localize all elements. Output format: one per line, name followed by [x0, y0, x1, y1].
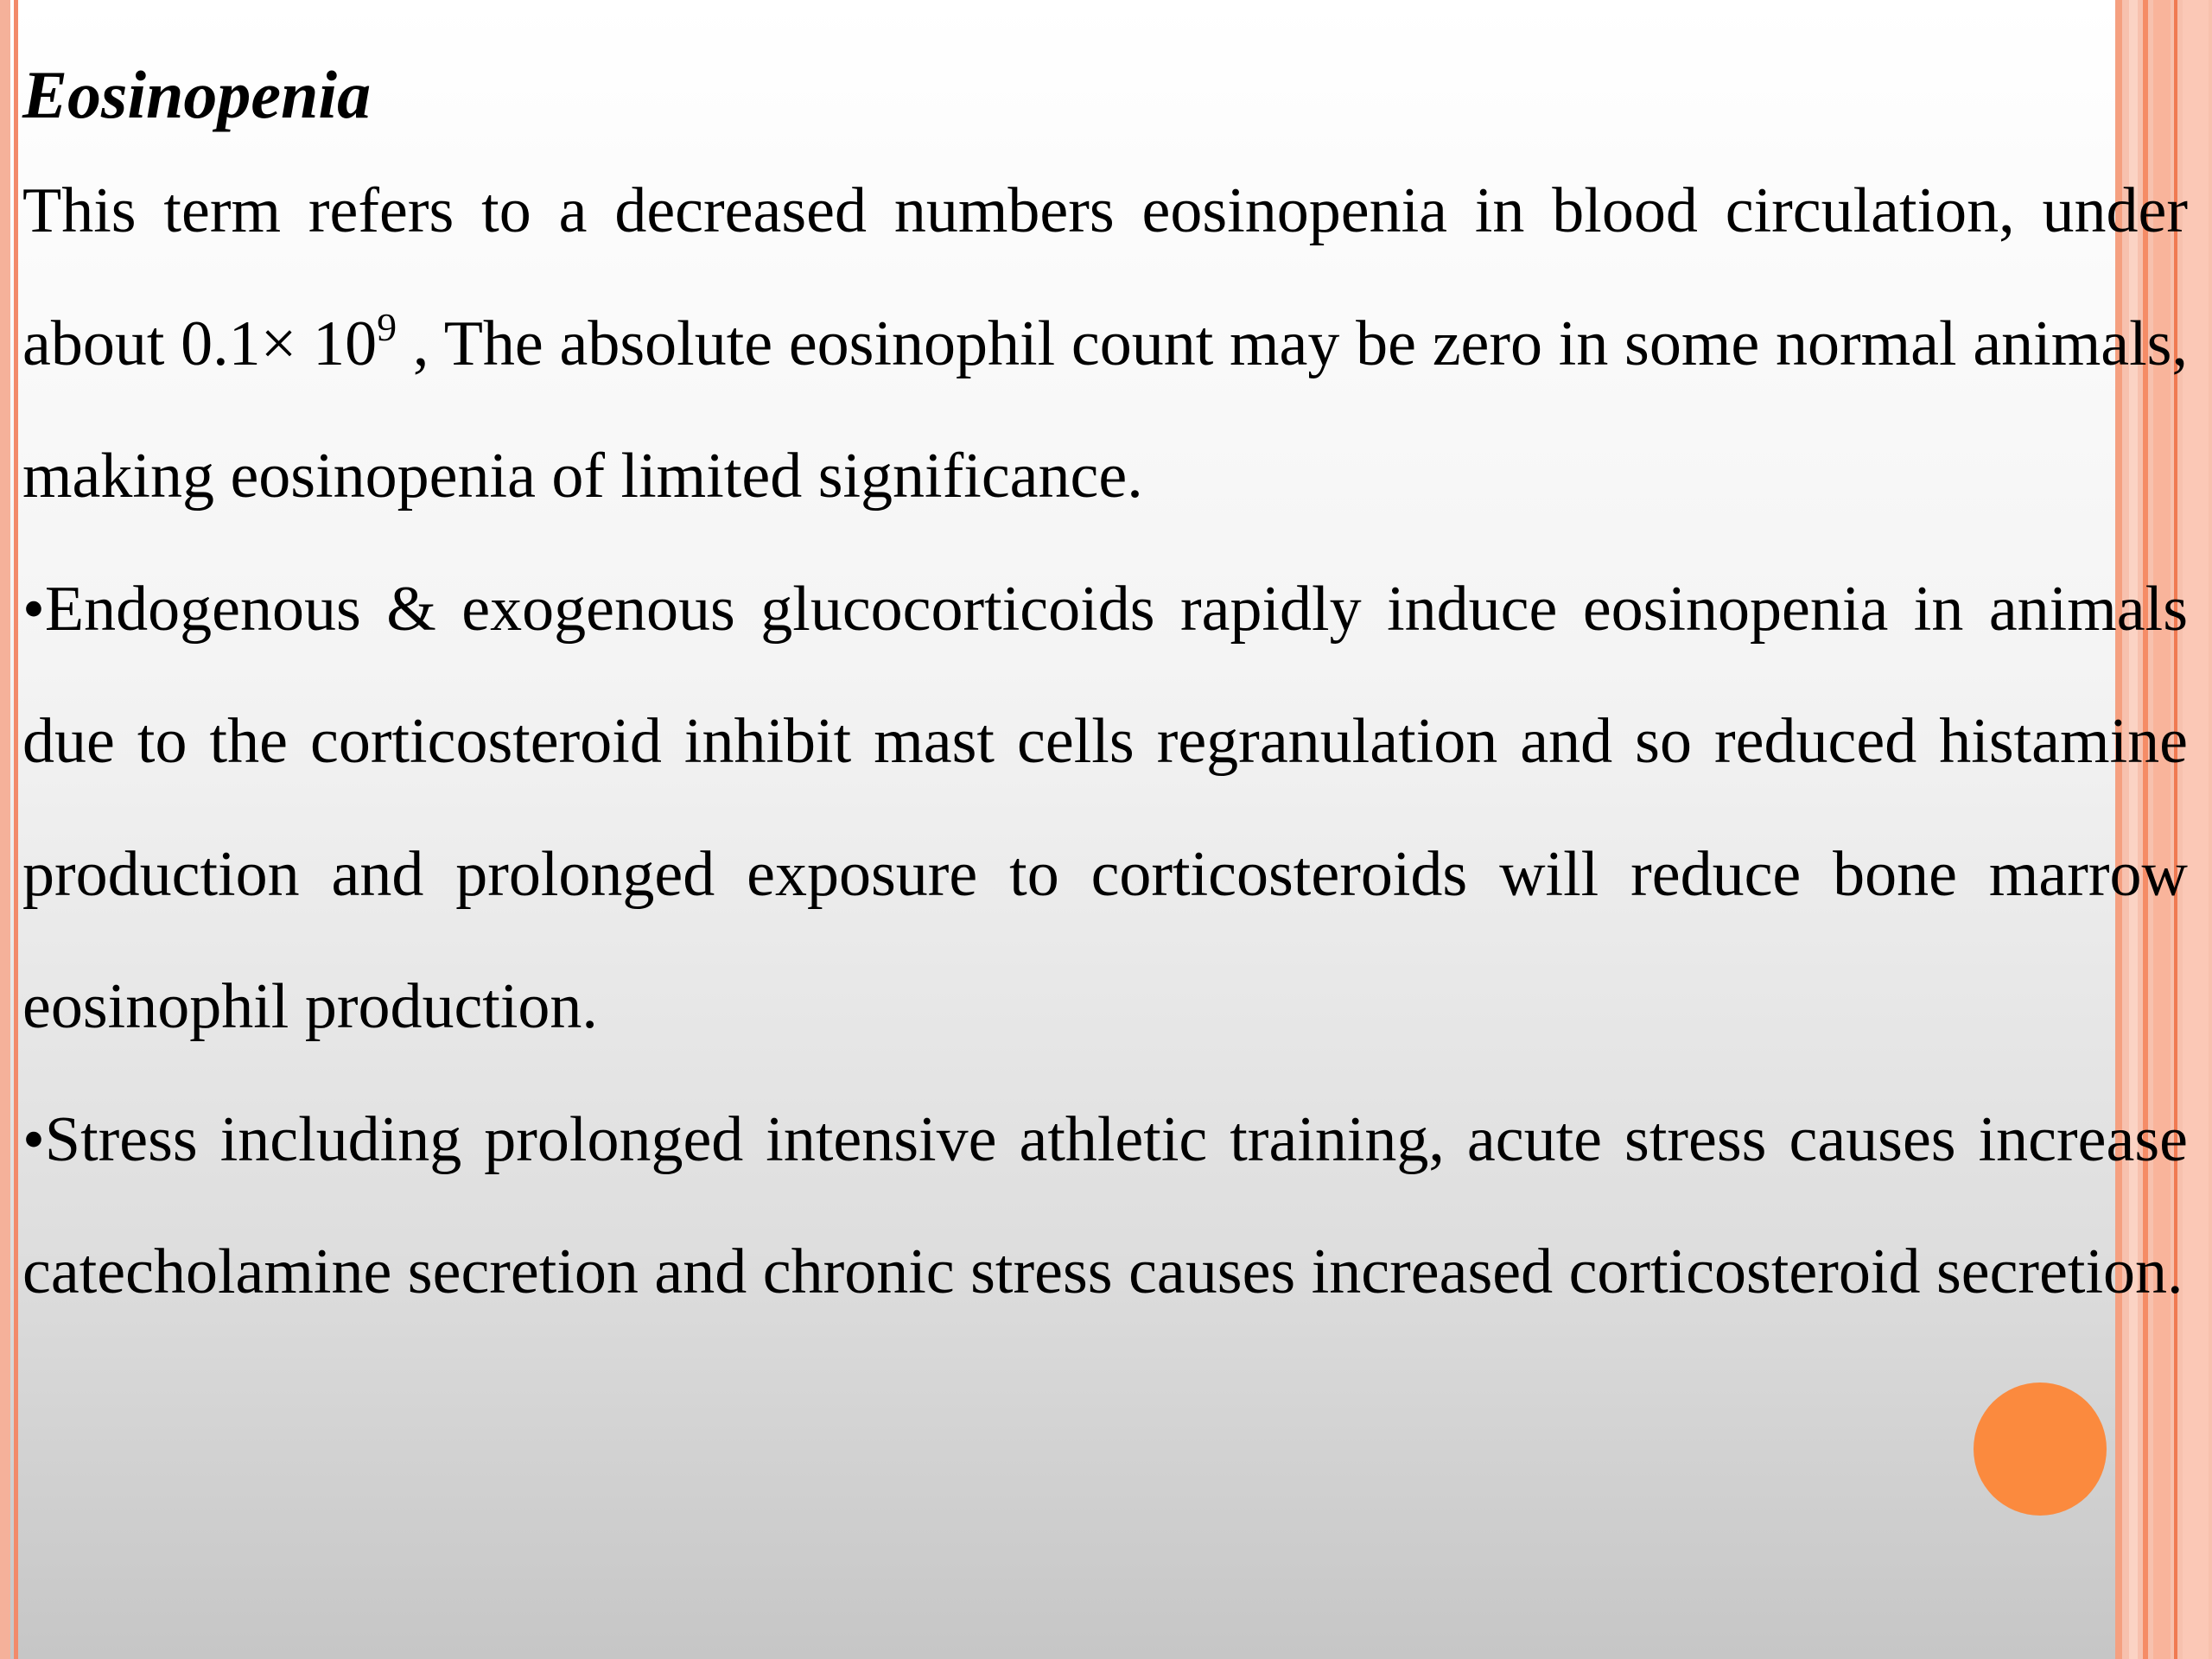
slide-heading: Eosinopenia: [22, 57, 372, 132]
superscript-exponent: 9: [377, 304, 397, 349]
left-border-line: [14, 0, 18, 1659]
bullet-stress: •Stress including prolonged intensive athletic training, acute stress causes increase catecholamine secretion and chronic stress causes increased corticosteroid secretion.: [22, 1103, 2188, 1307]
paragraph-text-start: This term refers to a decreased numbers eosinopenia in blood circulation, under about 0.1× 10: [22, 175, 2188, 379]
slide-content: [22, 45, 2188, 1339]
slide-nav-dot-button[interactable]: [1974, 1382, 2107, 1516]
left-border-bar: [0, 0, 10, 1659]
bullet-glucocorticoids: •Endogenous & exogenous glucocorticoids rapidly induce eosinopenia in animals due to the corticosteroid inhibit mast cells regranulation and so reduced histamine production and prolonged exposure to corticosteroids will reduce bone marrow eosinophil production.: [22, 573, 2188, 1042]
paragraph-text-end: , The absolute eosinophil count may be zero in some normal animals, making eosinopenia of limited significance.: [22, 308, 2188, 512]
paragraph-definition: [22, 145, 2188, 543]
